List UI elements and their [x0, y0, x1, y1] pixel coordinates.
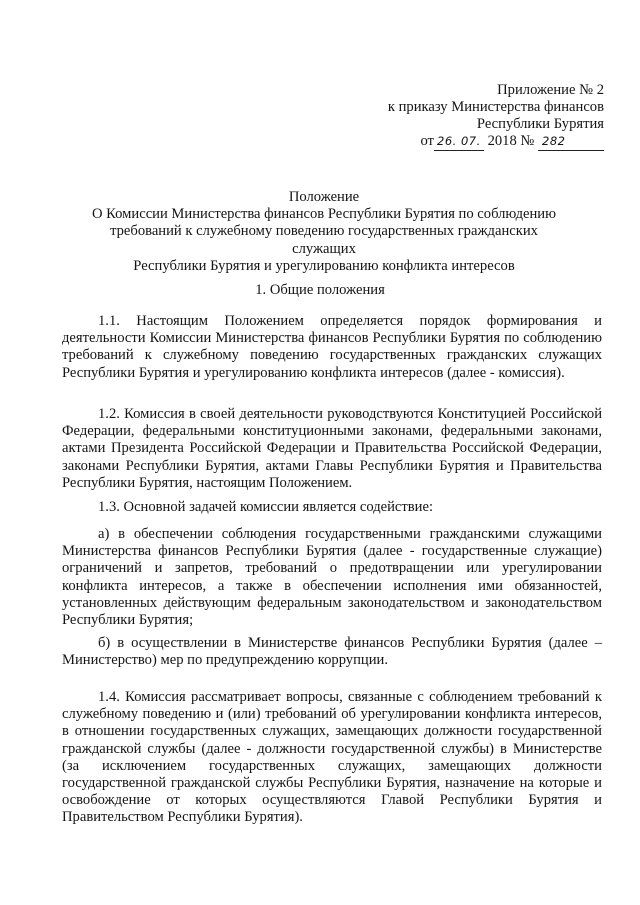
title-line-1: Положение — [288, 189, 360, 205]
appendix-number: Приложение № 2 — [497, 82, 604, 98]
title-line-3: требований к служебному поведению государственных гражданских служащих — [110, 223, 538, 257]
appendix-header — [388, 82, 604, 151]
paragraph-1-1-text: 1.1. Настоящим Положением определяется порядок формирования и деятельности Комиссии Министерства финансов Республики Бурятия по соблюдению требований к служебному поведению государственных гражданских служащих Республики Бурятия и урегулированию конфликта интересов (далее - комиссия). — [62, 313, 602, 381]
paragraph-1-3-b-text: б) в осуществлении в Министерстве финансов Республики Бурятия (далее – Министерство) мер по предупреждению коррупции. — [62, 635, 602, 669]
appendix-republic: Республики Бурятия — [476, 116, 604, 132]
title-line-2: О Комиссии Министерства финансов Республики Бурятия по соблюдению — [91, 206, 557, 223]
paragraph-1-3-a-text: а) в обеспечении соблюдения государственными гражданскими служащими Министерства финансов Республики Бурятия (далее - государственные служащие) ограничений и запретов, требований о предотвращении или урегулировании конфликта интересов, а также в обеспечении исполнения ими обязанностей, установленных действующим федеральным законодательством и законодательством Республики Бурятия; — [62, 526, 602, 629]
year-and-number-label: 2018 № — [487, 133, 535, 149]
title-line-4: Республики Бурятия и урегулированию конфликта интересов — [133, 257, 515, 274]
section-heading-general: 1. Общие положения — [255, 282, 385, 298]
date-prefix: от — [420, 133, 434, 149]
appendix-order-ref: к приказу Министерства финансов — [387, 99, 604, 115]
handwritten-date: 26. 07. — [434, 133, 484, 151]
paragraph-1-1 — [62, 313, 602, 382]
paragraph-1-4-text: 1.4. Комиссия рассматривает вопросы, связанные с соблюдением требований к служебному поведению и (или) требований об урегулировании конфликта интересов, в отношении государственных служащих, замещающих должности государственной гражданской службы (далее - должности государственной службы) в Министерстве (за исключением государственных служащих, замещающих должности государственной гражданской службы Республики Бурятия, назначение на которые и освобождение от которых осуществляются Главой Республики Бурятия и Правительством Республики Бурятия). — [62, 689, 602, 826]
paragraph-1-3 — [62, 499, 602, 516]
paragraph-1-4 — [62, 689, 602, 827]
document-title — [84, 189, 564, 275]
appendix-date-line — [388, 133, 604, 151]
paragraph-1-3-a — [62, 526, 602, 629]
paragraph-1-2 — [62, 406, 602, 492]
paragraph-1-2-text: 1.2. Комиссия в своей деятельности руководствуются Конституцией Российской Федерации, федеральными конституционными законами, федеральными законами, актами Президента Российской Федерации и Правительства Российской Федерации, законами Республики Бурятия, актами Главы Республики Бурятия и Правительства Республики Бурятия, настоящим Положением. — [62, 406, 602, 491]
handwritten-order-number: 282 — [538, 133, 604, 151]
paragraph-1-3-text: 1.3. Основной задачей комиссии является содействие: — [98, 499, 434, 515]
paragraph-1-3-b — [62, 635, 602, 669]
